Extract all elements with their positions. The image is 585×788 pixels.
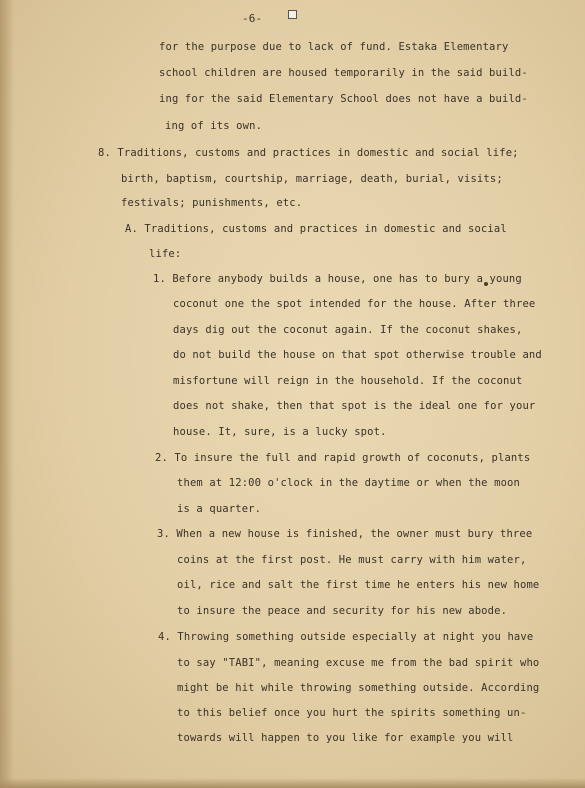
text-line: might be hit while throwing something outside. According — [177, 682, 540, 694]
text-line: misfortune will reign in the household. If the coconut — [173, 375, 523, 387]
page-bottom-shadow — [0, 778, 585, 788]
page-edge-shadow — [0, 0, 14, 788]
text-line: 3. When a new house is finished, the owner must bury three — [157, 528, 533, 540]
text-line: 4. Throwing something outside especially at night you have — [158, 631, 534, 643]
text-line: days dig out the coconut again. If the coconut shakes, — [173, 324, 523, 336]
text-line: A. Traditions, customs and practices in domestic and social — [125, 223, 507, 235]
text-line: coins at the first post. He must carry with him water, — [177, 554, 527, 566]
text-line: for the purpose due to lack of fund. Estaka Elementary — [159, 41, 509, 53]
text-line: 8. Traditions, customs and practices in domestic and social life; — [98, 147, 519, 159]
text-line: to say "TABI", meaning excuse me from the bad spirit who — [177, 657, 540, 669]
text-line: 1. Before anybody builds a house, one has to bury a young — [153, 273, 522, 285]
page-number: -6- — [242, 12, 263, 25]
text-line: coconut one the spot intended for the house. After three — [173, 298, 536, 310]
text-line: house. It, sure, is a lucky spot. — [173, 426, 387, 438]
text-line: do not build the house on that spot otherwise trouble and — [173, 349, 542, 361]
text-line: festivals; punishments, etc. — [121, 197, 303, 209]
text-line: 2. To insure the full and rapid growth of coconuts, plants — [155, 452, 531, 464]
text-line: is a quarter. — [177, 503, 262, 515]
corner-marker-icon — [288, 10, 297, 19]
text-line: oil, rice and salt the first time he enters his new home — [177, 579, 540, 591]
text-line: life: — [149, 248, 182, 260]
text-line: ing for the said Elementary School does not have a build- — [159, 93, 528, 105]
text-line: school children are housed temporarily in the said build- — [159, 67, 528, 79]
text-line: ing of its own. — [165, 120, 263, 132]
text-line: does not shake, then that spot is the ideal one for your — [173, 400, 536, 412]
text-line: towards will happen to you like for example you will — [177, 732, 514, 744]
text-line: them at 12:00 o'clock in the daytime or when the moon — [177, 477, 520, 489]
text-line: birth, baptism, courtship, marriage, death, burial, visits; — [121, 173, 503, 185]
text-line: to insure the peace and security for his new abode. — [177, 605, 508, 617]
text-line: to this belief once you hurt the spirits something un- — [177, 707, 527, 719]
